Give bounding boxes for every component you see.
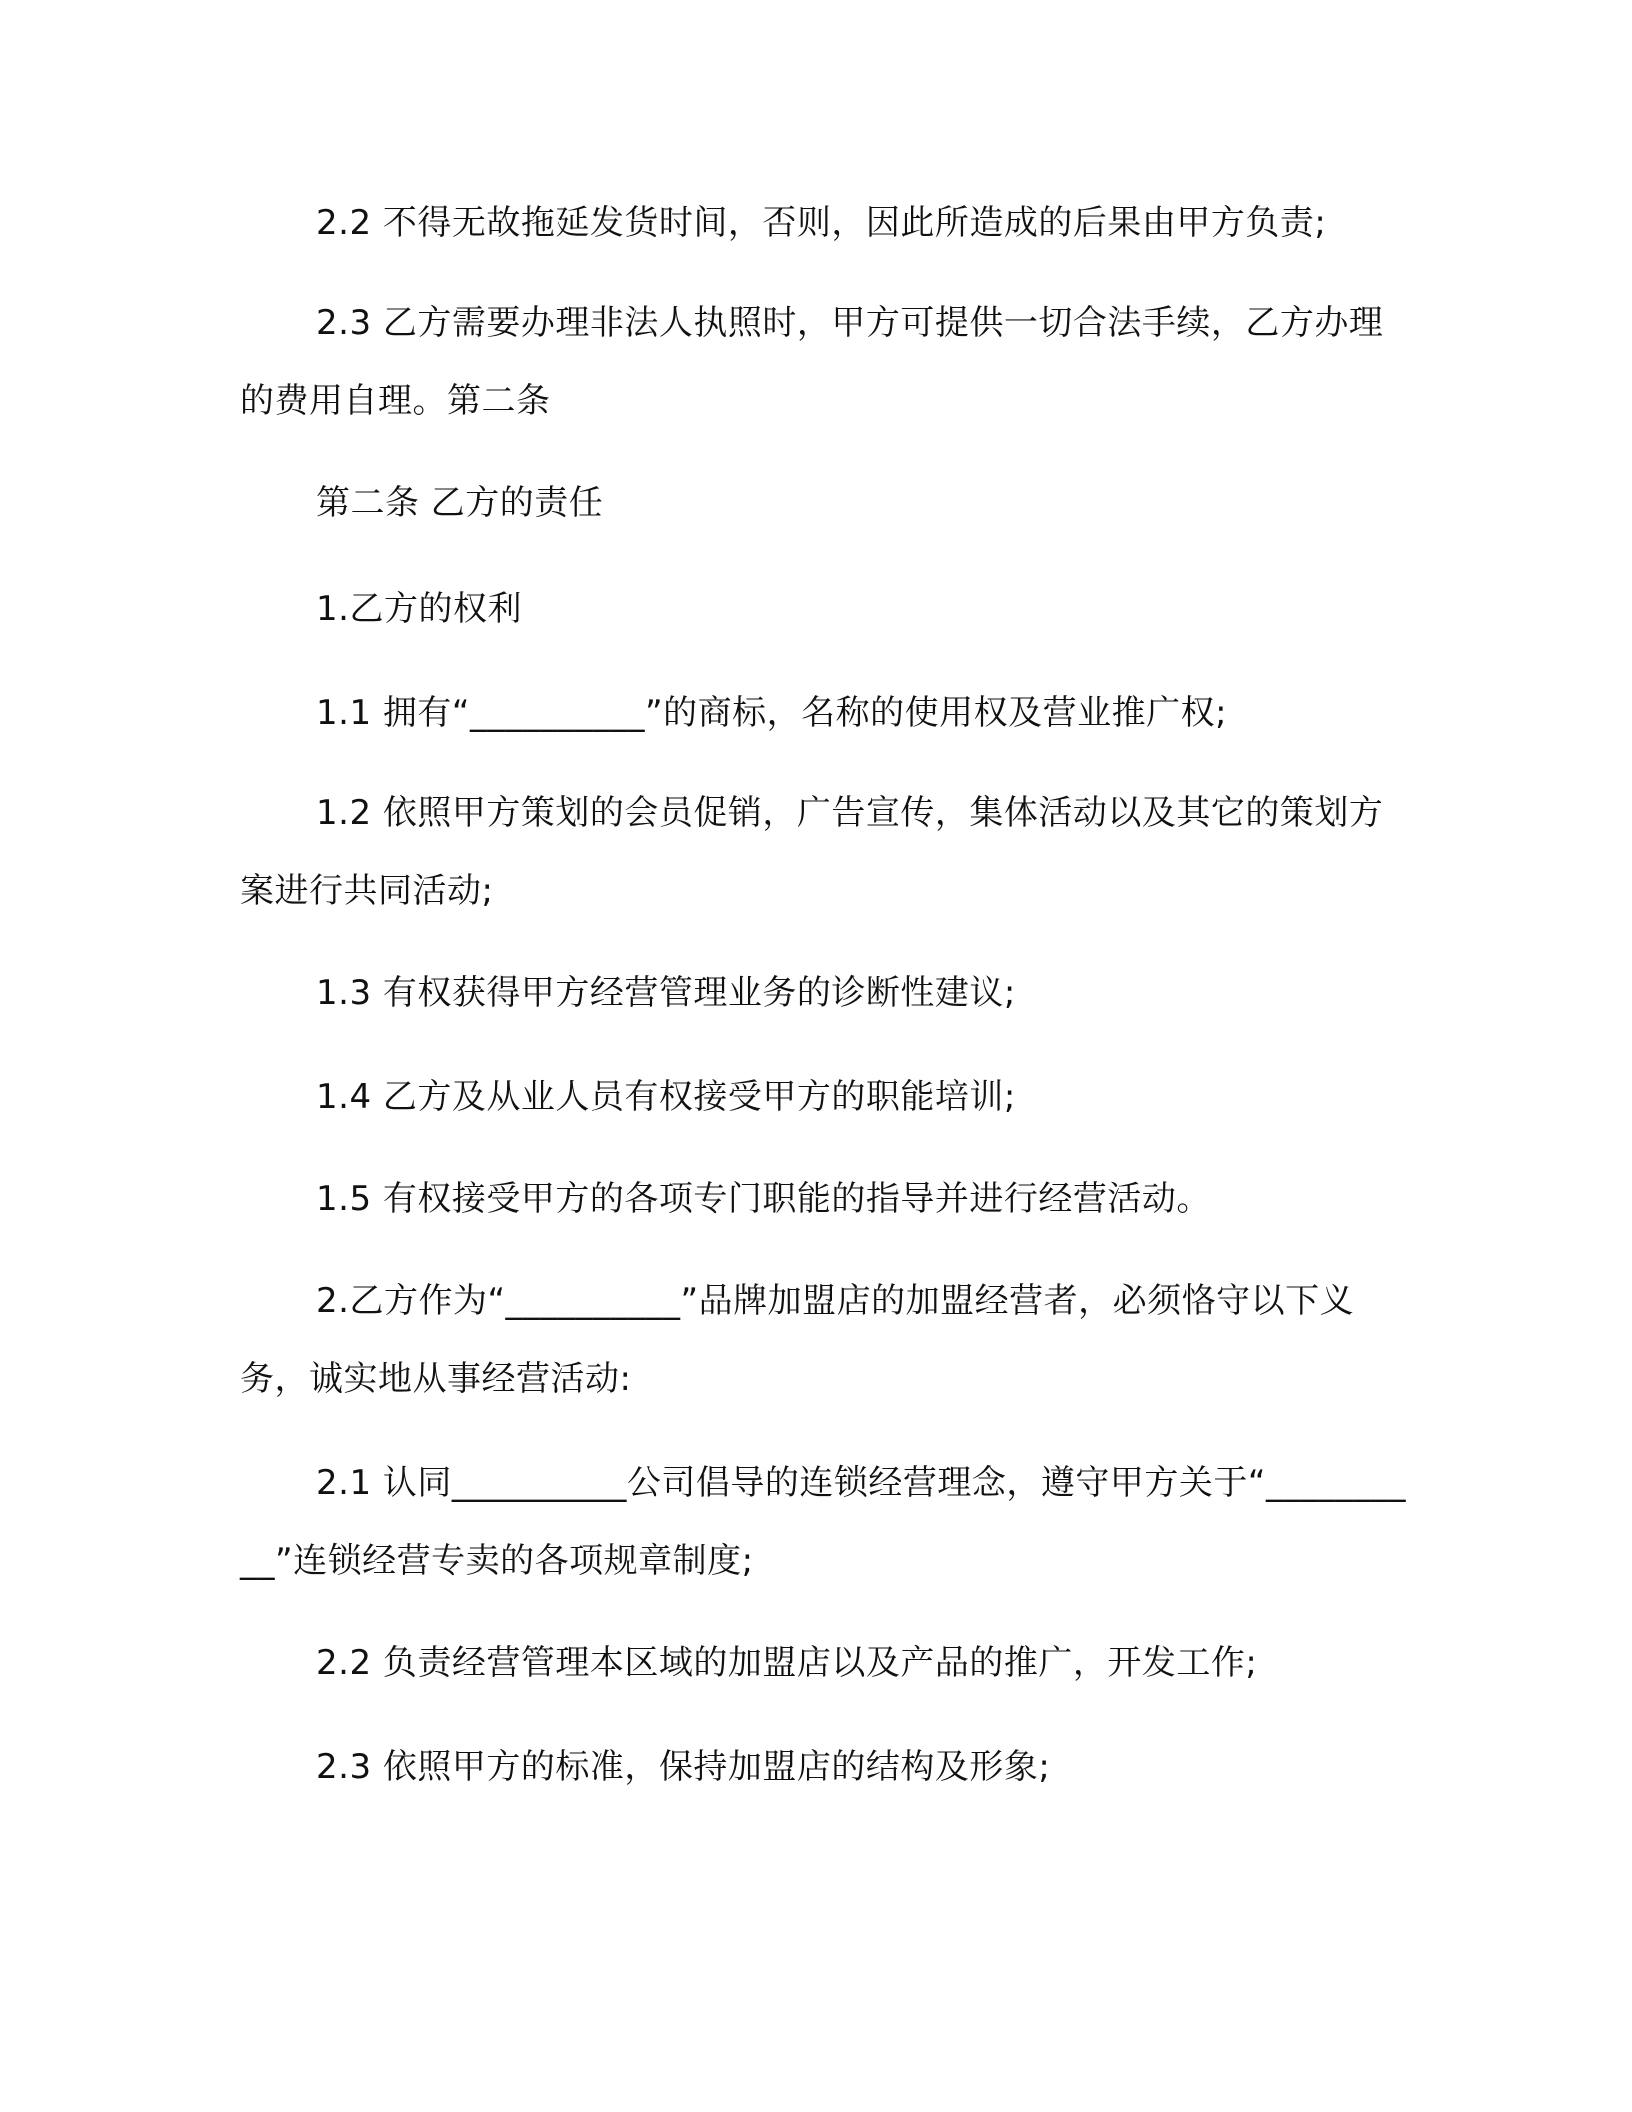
- paragraph-1-4-training: 1.4 乙方及从业人员有权接受甲方的职能培训;: [316, 1077, 1016, 1117]
- paragraph-2-1-regulations: 2.1 认同__________公司倡导的连锁经营理念，遵守甲方关于“__________”连锁经营专卖的各项规章制度;: [240, 1463, 1406, 1581]
- paragraph-2-2-delivery: 2.2 不得无故拖延发货时间，否则，因此所造成的后果由甲方负责;: [316, 203, 1327, 243]
- paragraph-1-1-trademark: 1.1 拥有“__________”的商标，名称的使用权及营业推广权;: [316, 693, 1228, 733]
- section-heading-article-2: 第二条 乙方的责任: [316, 483, 604, 523]
- paragraph-2-3-store-image: 2.3 依照甲方的标准，保持加盟店的结构及形象;: [316, 1747, 1051, 1787]
- paragraph-2-obligations: 2.乙方作为“__________”品牌加盟店的加盟经营者，必须恪守以下义务，诚实地从事经营活动:: [240, 1281, 1355, 1399]
- paragraph-2-2-promotion-work: 2.2 负责经营管理本区域的加盟店以及产品的推广，开发工作;: [316, 1643, 1258, 1683]
- subheading-rights: 1.乙方的权利: [316, 589, 522, 629]
- paragraph-2-3-license: 2.3 乙方需要办理非法人执照时，甲方可提供一切合法手续，乙方办理的费用自理。第二条: [240, 303, 1384, 421]
- paragraph-1-3-advice: 1.3 有权获得甲方经营管理业务的诊断性建议;: [316, 973, 1016, 1013]
- paragraph-1-5-guidance: 1.5 有权接受甲方的各项专门职能的指导并进行经营活动。: [316, 1179, 1211, 1219]
- paragraph-1-2-promotion: 1.2 依照甲方策划的会员促销，广告宣传，集体活动以及其它的策划方案进行共同活动;: [240, 793, 1384, 911]
